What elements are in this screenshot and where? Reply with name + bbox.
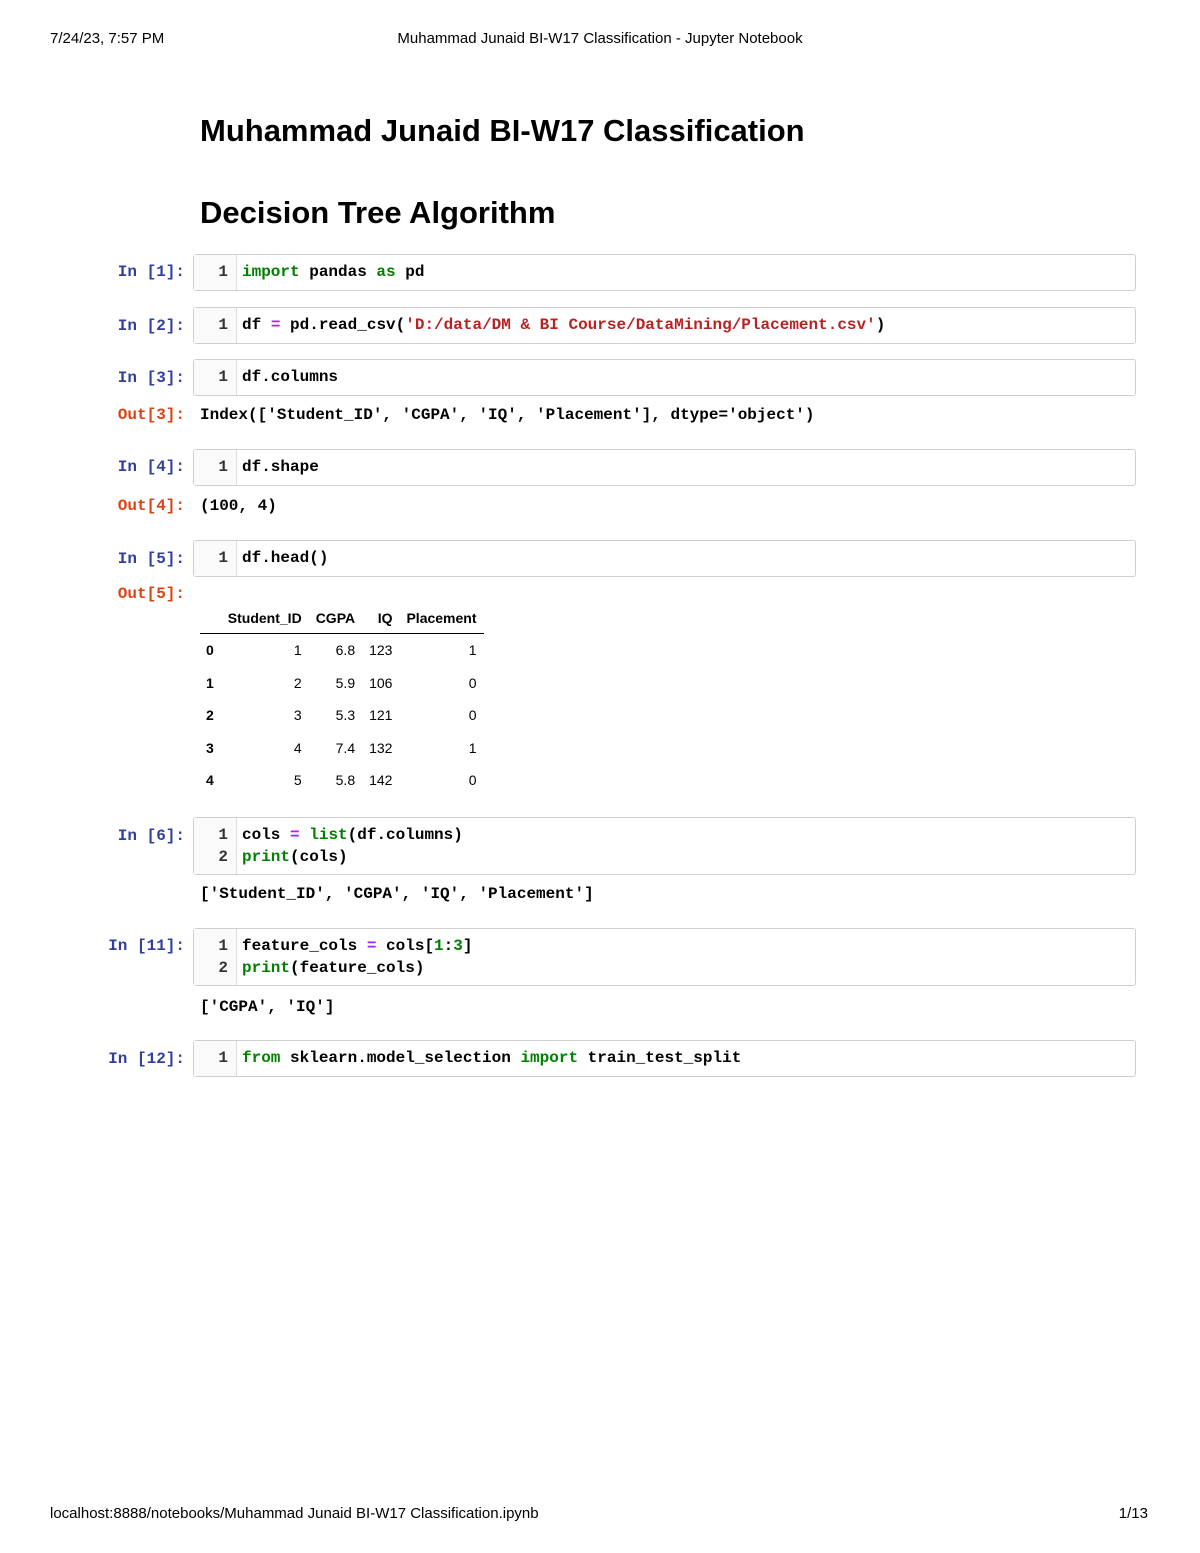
- code-cell[interactable]: [193, 254, 1136, 291]
- table-cell: 0: [468, 707, 477, 724]
- out-prompt: Out[4]:: [117, 497, 185, 515]
- cell-output: ['CGPA', 'IQ']: [200, 998, 335, 1016]
- print-url: localhost:8888/notebooks/Muhammad Junaid BI-W17 Classification.ipynb: [50, 1505, 539, 1522]
- table-cell: 2: [293, 674, 302, 691]
- table-cell: 1: [468, 642, 477, 659]
- table-cell: 121: [369, 707, 393, 724]
- row-index: 1: [206, 674, 214, 691]
- table-row: [200, 732, 484, 765]
- table-cell: 1: [468, 739, 477, 756]
- table-row: [200, 667, 484, 700]
- print-date: 7/24/23, 7:57 PM: [50, 30, 165, 47]
- table-row: [200, 699, 484, 732]
- notebook-title: Muhammad Junaid BI-W17 Classification: [200, 113, 805, 148]
- code-cell[interactable]: [193, 817, 1136, 875]
- section-heading: Decision Tree Algorithm: [200, 195, 556, 230]
- code-line[interactable]: df.head(): [242, 549, 329, 567]
- table-cell: 123: [369, 642, 393, 659]
- code-line[interactable]: df.shape: [242, 458, 319, 476]
- code-line[interactable]: df.columns: [242, 368, 339, 386]
- table-cell: 5.8: [335, 772, 356, 789]
- table-cell: 5.9: [335, 674, 356, 691]
- out-prompt: Out[3]:: [117, 406, 185, 424]
- table-cell: 6.8: [335, 642, 356, 659]
- code-line[interactable]: cols = list(df.columns): [242, 826, 463, 844]
- code-cell[interactable]: [193, 449, 1136, 486]
- in-prompt: In [11]:: [108, 937, 185, 955]
- code-line[interactable]: print(cols): [242, 848, 348, 866]
- row-index: 0: [206, 642, 214, 659]
- code-line[interactable]: import pandas as pd: [242, 263, 425, 281]
- code-cell[interactable]: [193, 928, 1136, 986]
- page-number: 1/13: [1118, 1505, 1148, 1522]
- line-number: 2: [218, 848, 228, 866]
- code-cell[interactable]: [193, 307, 1136, 344]
- column-header: Student_ID: [221, 603, 309, 634]
- column-header: CGPA: [309, 603, 362, 634]
- line-number: 1: [218, 316, 228, 334]
- table-cell: 4: [293, 739, 302, 756]
- table-cell: 5.3: [335, 707, 356, 724]
- row-index: 4: [206, 772, 214, 789]
- cell-output: Index(['Student_ID', 'CGPA', 'IQ', 'Placement'], dtype='object'): [200, 406, 815, 424]
- print-header: [0, 30, 1200, 50]
- line-number: 1: [218, 458, 228, 476]
- table-header-row: [200, 603, 484, 634]
- in-prompt: In [6]:: [117, 827, 185, 845]
- line-number: 2: [218, 959, 228, 977]
- code-cell[interactable]: [193, 359, 1136, 396]
- line-number: 1: [218, 263, 228, 281]
- code-cell[interactable]: [193, 1040, 1136, 1077]
- code-cell[interactable]: [193, 540, 1136, 577]
- dataframe-table: [200, 603, 484, 797]
- in-prompt: In [4]:: [117, 458, 185, 476]
- table-cell: 0: [468, 772, 477, 789]
- table-cell: 142: [369, 772, 393, 789]
- column-header: IQ: [362, 603, 399, 634]
- cell-output: (100, 4): [200, 497, 277, 515]
- table-cell: 1: [293, 642, 302, 659]
- table-cell: 132: [369, 739, 393, 756]
- table-row: [200, 634, 484, 667]
- in-prompt: In [3]:: [117, 369, 185, 387]
- code-line[interactable]: df = pd.read_csv('D:/data/DM & BI Course/DataMining/Placement.csv'): [242, 316, 886, 334]
- table-cell: 5: [293, 772, 302, 789]
- in-prompt: In [5]:: [117, 550, 185, 568]
- table-row: [200, 764, 484, 797]
- table-cell: 7.4: [335, 739, 356, 756]
- column-header: Placement: [399, 603, 483, 634]
- print-title: Muhammad Junaid BI-W17 Classification - Jupyter Notebook: [397, 30, 803, 47]
- line-number: 1: [218, 826, 228, 844]
- row-index: 3: [206, 739, 214, 756]
- row-index: 2: [206, 707, 214, 724]
- table-cell: 0: [468, 674, 477, 691]
- out-prompt: Out[5]:: [117, 585, 185, 603]
- index-header: [200, 603, 221, 634]
- code-line[interactable]: feature_cols = cols[1:3]: [242, 937, 473, 955]
- table-cell: 3: [293, 707, 302, 724]
- in-prompt: In [2]:: [117, 317, 185, 335]
- cell-output: ['Student_ID', 'CGPA', 'IQ', 'Placement']: [200, 885, 594, 903]
- in-prompt: In [12]:: [108, 1050, 185, 1068]
- code-line[interactable]: print(feature_cols): [242, 959, 425, 977]
- line-number: 1: [218, 549, 228, 567]
- in-prompt: In [1]:: [117, 263, 185, 281]
- line-number: 1: [218, 937, 228, 955]
- line-number: 1: [218, 368, 228, 386]
- table-cell: 106: [369, 674, 393, 691]
- code-line[interactable]: from sklearn.model_selection import train_test_split: [242, 1049, 742, 1067]
- line-number: 1: [218, 1049, 228, 1067]
